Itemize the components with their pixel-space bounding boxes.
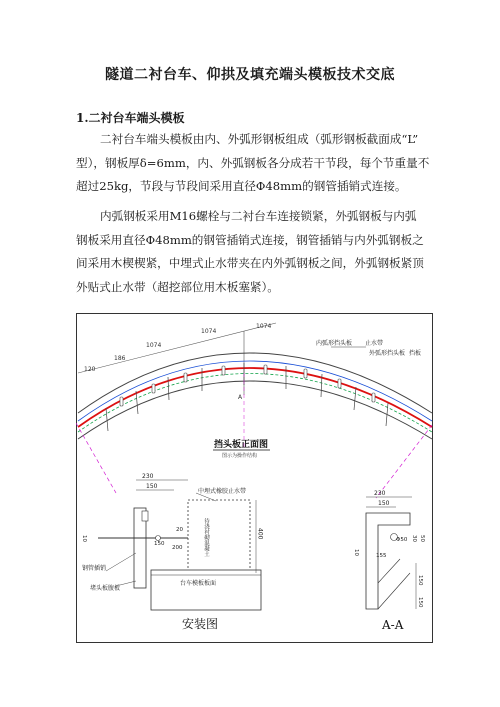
section-view-caption: A-A [382, 618, 404, 632]
label-tie-plate: 挡板 [409, 350, 422, 357]
label-concrete: 待浇衬砌混凝土 [203, 518, 209, 557]
front-dim-1074-c: 1074 [256, 323, 272, 330]
install-dim-20: 20 [176, 527, 183, 533]
paragraph-1 [76, 128, 433, 199]
front-view-subtitle: 图示为操作结构 [222, 453, 258, 459]
section-dim-phi: Φ50 [396, 537, 408, 543]
document-title: 隧道二衬台车、仰拱及填充端头模板技术交底 [105, 67, 395, 83]
front-dim-1074-a: 1074 [146, 342, 162, 349]
paragraph-2-line-3: 间采用木楔楔紧，中埋式止水带夹在内外弧钢板之间，外弧钢板紧顶 [76, 256, 424, 270]
paragraph-1-line-1: 二衬台车端头模板由内、外弧形钢板组成（弧形钢板截面成“L” [100, 132, 419, 146]
install-dim-230: 230 [142, 473, 154, 480]
section-heading: 1.二衬台车端头模板 [76, 111, 185, 125]
front-view-title: 挡头板正面图 [214, 440, 269, 450]
install-bracket [142, 511, 148, 521]
section-dim-150-b: 150 [417, 597, 423, 608]
section-dim-155: 155 [376, 553, 387, 559]
front-dim-1074-b: 1074 [201, 328, 217, 335]
section-dim-230: 230 [374, 490, 386, 497]
paragraph-2-line-1: 内弧钢板采用M16螺栓与二衬台车连接锁紧，外弧钢板与内弧 [100, 209, 417, 223]
front-dim-186: 186 [114, 355, 126, 362]
section-dim-150: 150 [378, 500, 390, 507]
install-dim-150-top: 150 [146, 483, 158, 490]
label-end-plate: 堵头板腹板 [90, 585, 121, 592]
front-angle-label: A [238, 394, 243, 401]
label-trolley-plate: 台车模板板面 [180, 580, 217, 587]
paragraph-1-line-2: 型），钢板厚δ=6mm，内、外弧钢板各分成若干节段，每个节重量不 [76, 155, 430, 170]
paragraph-1-line-3: 超过25kg，节段与节段间采用直径Φ48mm的钢管插销式连接。 [76, 179, 407, 193]
install-trolley-plate [151, 570, 261, 610]
section-dim-10: 10 [353, 549, 359, 556]
install-dim-150: 150 [154, 541, 165, 547]
paragraph-2-line-2: 钢板采用直径Φ48mm的钢管插销式连接，钢管插销与内外弧钢板之 [76, 232, 424, 247]
paragraph-2-line-4: 外贴式止水带（超挖部位用木板塞紧）。 [76, 279, 279, 294]
install-dim-10: 10 [81, 535, 87, 542]
install-dim-400: 400 [256, 528, 264, 540]
engineering-drawing [76, 313, 433, 643]
install-dim-200: 200 [172, 545, 183, 551]
label-waterstop-front: 止水带 [365, 340, 384, 347]
label-inner-plate: 内弧形挡头板 [316, 340, 353, 347]
install-pin-circle [156, 536, 161, 541]
section-dim-30: 30 [411, 535, 417, 542]
drawing-canvas [76, 313, 433, 643]
paragraph-2 [76, 205, 433, 299]
front-dim-120: 120 [84, 366, 96, 373]
install-view-caption: 安装图 [182, 617, 219, 631]
section-dim-150-a: 150 [417, 575, 423, 586]
section-dim-50: 50 [419, 535, 425, 542]
label-waterstop-install: 中埋式橡胶止水带 [198, 488, 247, 495]
label-steel-pin: 钢管插销 [82, 565, 107, 572]
label-outer-plate: 外弧形挡头板 [369, 350, 406, 357]
